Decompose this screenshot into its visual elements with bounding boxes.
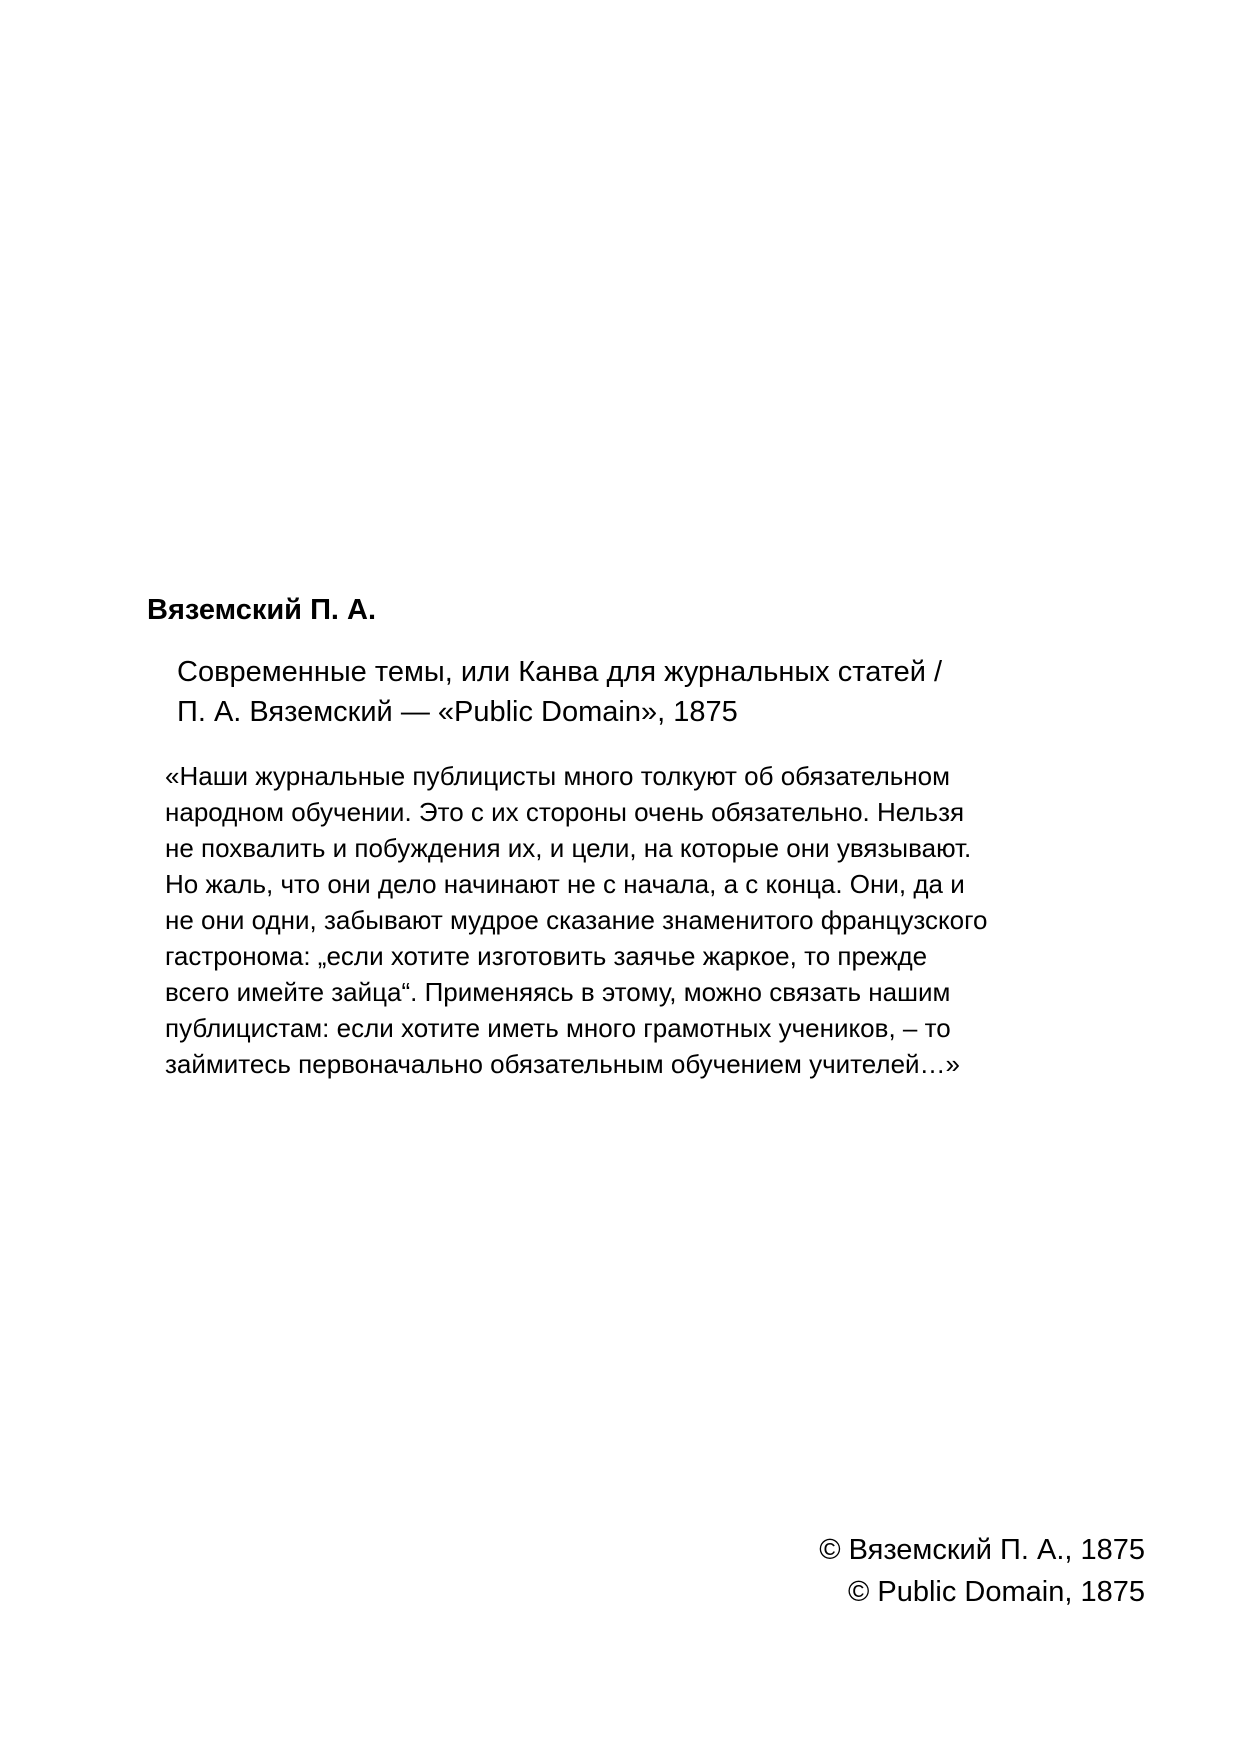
copyright-line-author: © Вяземский П. А., 1875: [819, 1534, 1145, 1566]
bibliographic-citation: [177, 652, 942, 732]
annotation-line: публицистам: если хотите иметь много грамотных учеников, – то: [165, 1013, 951, 1043]
annotation-text: [165, 758, 987, 1082]
annotation-line: народном обучении. Это с их стороны очень обязательно. Нельзя: [165, 797, 965, 827]
annotation-line: не похвалить и побуждения их, и цели, на которые они увязывают.: [165, 833, 972, 863]
annotation-line: Но жаль, что они дело начинают не с начала, а с конца. Они, да и: [165, 869, 965, 899]
annotation-line: гастронома: „если хотите изготовить заячье жаркое, то прежде: [165, 941, 928, 971]
copyright-notice: [819, 1529, 1145, 1613]
annotation-line: займитесь первоначально обязательным обучением учителей…»: [165, 1049, 961, 1079]
copyright-line-public-domain: © Public Domain, 1875: [847, 1576, 1145, 1608]
citation-line-title: Современные темы, или Канва для журнальных статей /: [177, 656, 943, 688]
citation-line-publisher: П. А. Вяземский — «Public Domain», 1875: [177, 696, 738, 728]
annotation-line: всего имейте зайца“. Применяясь в этому, можно связать нашим: [165, 977, 951, 1007]
author-heading: Вяземский П. А.: [147, 594, 377, 626]
annotation-line: не они одни, забывают мудрое сказание знаменитого французского: [165, 905, 988, 935]
annotation-line: «Наши журнальные публицисты много толкуют об обязательном: [165, 761, 951, 791]
